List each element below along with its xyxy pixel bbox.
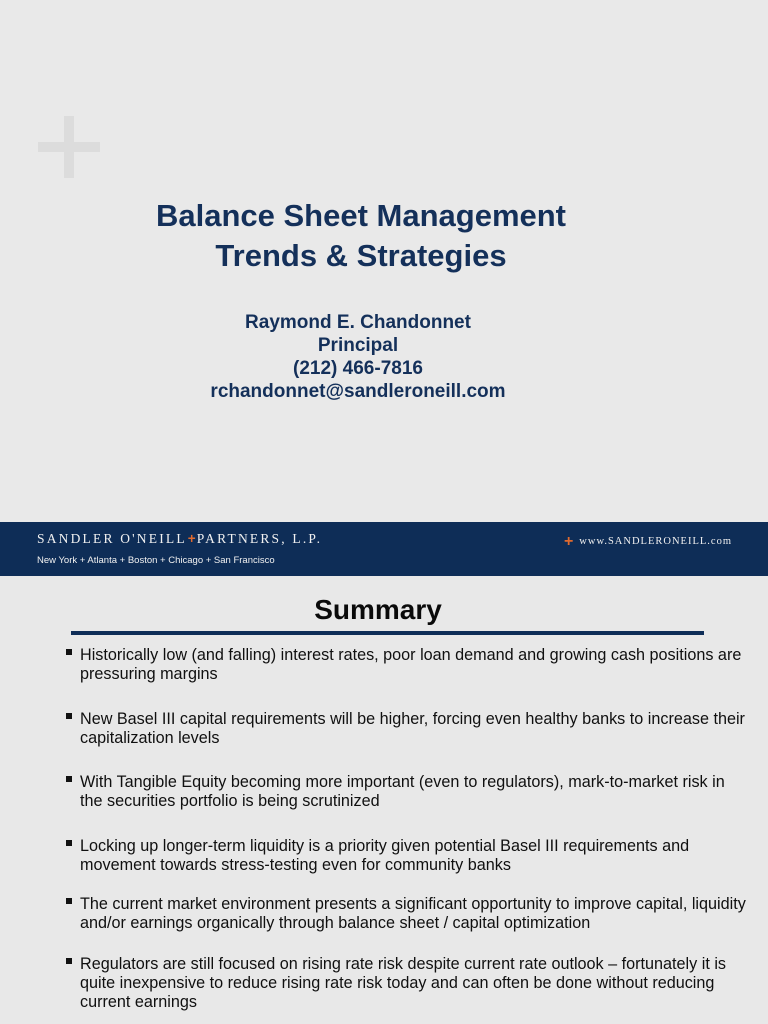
list-item: [66, 710, 746, 748]
bullet-text: The current market environment presents a significant opportunity to improve capital, liquidity and/or earnings organically through balance sheet / capital optimization: [80, 895, 746, 932]
list-item: [66, 646, 746, 684]
firm-cities: New York + Atlanta + Boston + Chicago + San Francisco: [37, 555, 275, 566]
firm-website: [564, 533, 732, 551]
summary-heading: Summary: [314, 594, 442, 625]
summary-slide: [0, 576, 768, 1024]
firm-name: [37, 531, 322, 547]
firm-name-part2: PARTNERS, L.P.: [196, 531, 323, 546]
bullet-text: Locking up longer-term liquidity is a priority given potential Basel III requirements and movement towards stress-testing even for community banks: [80, 837, 690, 874]
website-link[interactable]: www.SANDLERONEILL.com: [579, 536, 732, 547]
title-line-1: Balance Sheet Management: [155, 198, 567, 233]
list-item: [66, 773, 746, 811]
plus-watermark-icon: [38, 116, 100, 178]
presenter-title: Principal: [317, 335, 399, 356]
list-item: [66, 895, 746, 933]
presenter-name: Raymond E. Chandonnet: [245, 312, 471, 333]
firm-banner: [0, 522, 768, 576]
presenter-contact: [0, 311, 716, 403]
firm-name-part1: SANDLER O'NEILL: [37, 531, 187, 546]
bullet-square-icon: [66, 649, 72, 655]
plus-icon: +: [187, 531, 196, 546]
bullet-square-icon: [66, 958, 72, 964]
bullet-text: Historically low (and falling) interest rates, poor loan demand and growing cash positions are pressuring margins: [80, 646, 742, 683]
heading-divider: [71, 631, 704, 635]
title-line-2: Trends & Strategies: [215, 238, 507, 273]
presenter-phone: (212) 466-7816: [293, 358, 423, 379]
bullet-square-icon: [66, 898, 72, 904]
presenter-email: rchandonnet@sandleroneill.com: [210, 381, 506, 402]
bullet-square-icon: [66, 713, 72, 719]
list-item: [66, 837, 746, 875]
bullet-text: New Basel III capital requirements will be higher, forcing even healthy banks to increase their capitalization levels: [80, 710, 745, 747]
presentation-title: [0, 196, 722, 276]
plus-icon: +: [563, 533, 574, 550]
bullet-text: Regulators are still focused on rising rate risk despite current rate outlook – fortunately it is quite inexpensive to reduce rising rate risk today and can often be done without reducing current earnings: [80, 955, 727, 1011]
list-item: [66, 955, 746, 1012]
bullet-square-icon: [66, 776, 72, 782]
bullet-square-icon: [66, 840, 72, 846]
bullet-text: With Tangible Equity becoming more important (even to regulators), mark-to-market risk in the securities portfolio is being scrutinized: [80, 773, 725, 810]
